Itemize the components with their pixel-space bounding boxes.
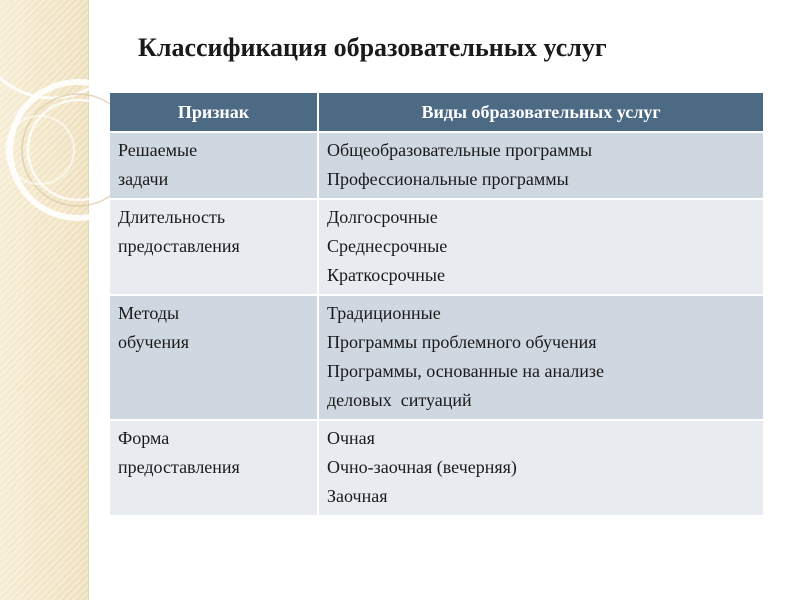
types-cell: [318, 420, 763, 516]
type-item: Среднесрочные: [327, 236, 448, 256]
feature-cell: [110, 420, 318, 516]
feature-text: предоставления: [118, 457, 240, 477]
table-row: [110, 199, 763, 295]
feature-text: задачи: [118, 169, 169, 189]
column-header-feature: Признак: [110, 93, 318, 132]
type-item: Программы проблемного обучения: [327, 332, 597, 352]
table-header-row: [110, 93, 763, 132]
type-item: Общеобразовательные программы: [327, 140, 593, 160]
page-title: Классификация образовательных услуг: [138, 33, 607, 62]
types-cell: [318, 295, 763, 420]
type-item: Заочная: [327, 486, 388, 506]
type-item: Краткосрочные: [327, 265, 445, 285]
type-item: Профессиональные программы: [327, 169, 569, 189]
type-item: Традиционные: [327, 303, 441, 323]
feature-text: Решаемые: [118, 140, 198, 160]
feature-text: Длительность: [118, 207, 226, 227]
feature-text: предоставления: [118, 236, 240, 256]
table-row: [110, 295, 763, 420]
feature-text: Методы: [118, 303, 180, 323]
type-item: Очная: [327, 428, 375, 448]
type-item: Программы, основанные на анализе: [327, 361, 605, 381]
column-header-types: Виды образовательных услуг: [318, 93, 763, 132]
feature-cell: [110, 132, 318, 199]
table-row: [110, 132, 763, 199]
type-item: Долгосрочные: [327, 207, 438, 227]
types-cell: [318, 199, 763, 295]
feature-cell: [110, 295, 318, 420]
feature-cell: [110, 199, 318, 295]
type-item: Очно-заочная (вечерняя): [327, 457, 517, 477]
classification-table: [110, 93, 763, 517]
type-item: деловых ситуаций: [327, 390, 472, 410]
feature-text: обучения: [118, 332, 190, 352]
table-row: [110, 420, 763, 516]
feature-text: Форма: [118, 428, 170, 448]
types-cell: [318, 132, 763, 199]
